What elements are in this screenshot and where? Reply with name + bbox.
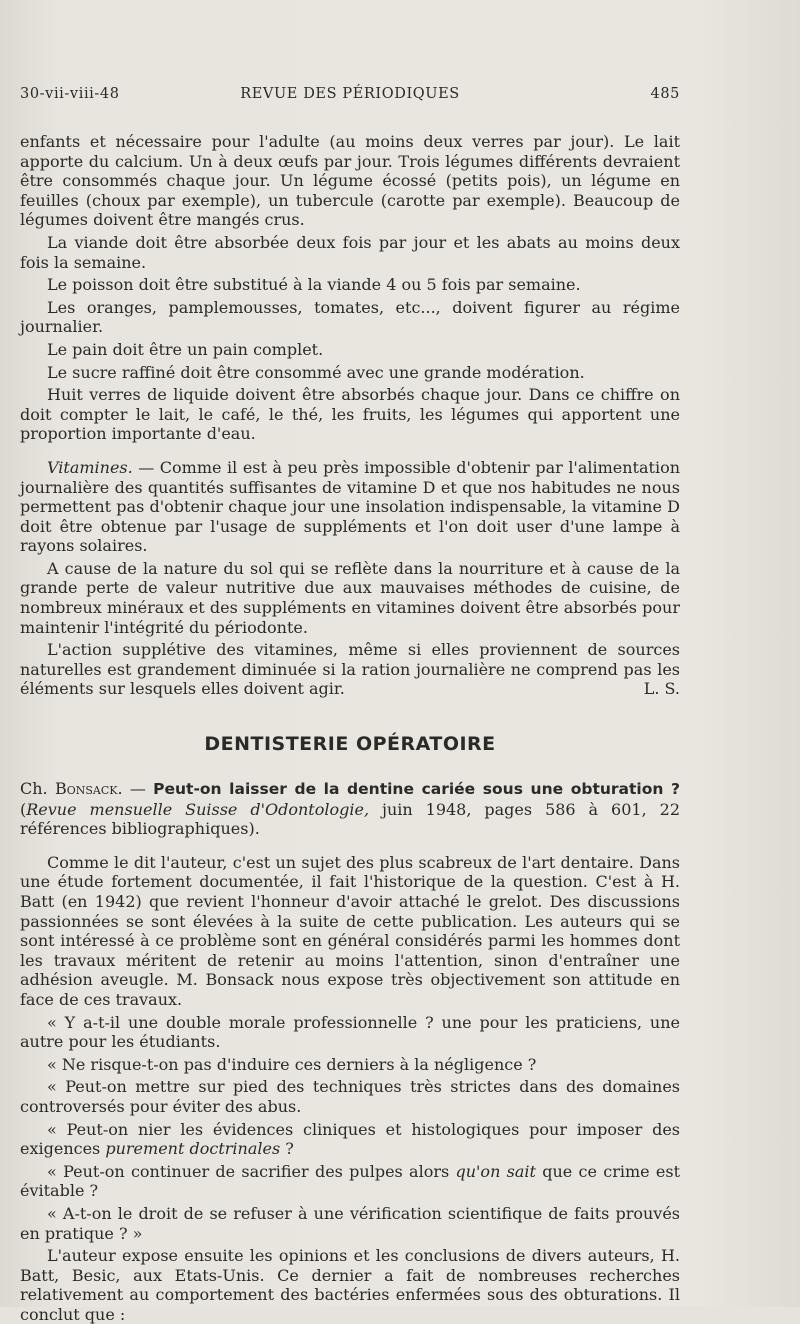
question-double-morale: « Y a-t-il une double morale professionnelle ? une pour les praticiens, une autre pour les étudiants. xyxy=(20,1012,680,1052)
author-name: Bonsack. xyxy=(54,779,123,799)
paragraph-auteur-expose: L'auteur expose ensuite les opinions et les conclusions de divers auteurs, H. Batt, Besic, aux Etats-Unis. Ce dernier a fait de nombreuses recherches relativement au comportement des bactéries enfermées sous des obturations. Il conclut que : xyxy=(20,1246,680,1324)
doctrinales-before: « Peut-on nier les évidences cliniques et histologiques pour imposer des exigences xyxy=(20,1119,680,1159)
page-body xyxy=(20,132,680,1324)
vitamines-text: — Comme il est à peu près impossible d'obtenir par l'alimentation journalière des quantités suffisantes de vitamine D et que nos habitudes ne nous permettent pas d'obtenir chaque jour une insolation indispensable, la vitamine D doit être obtenue par l'usage de suppléments et l'on doit user d'une lampe à rayons solaires. xyxy=(20,457,680,556)
paragraph-sucre: Le sucre raffiné doit être consommé avec une grande modération. xyxy=(47,362,585,382)
header-journal-title: REVUE DES PÉRIODIQUES xyxy=(240,86,460,102)
question-verification: « A-t-on le droit de se refuser à une vérification scientifique de faits prouvés en pratique ? » xyxy=(20,1203,680,1243)
source-open: ( xyxy=(20,799,27,819)
article-reference xyxy=(20,779,680,839)
article-title: Peut-on laisser de la dentine cariée sous une obturation ? xyxy=(153,780,681,799)
paragraph-liquide: Huit verres de liquide doivent être absorbés chaque jour. Dans ce chiffre on doit compter le lait, le café, le thé, les fruits, les légumes qui apportent une proportion importante d'eau. xyxy=(20,385,680,444)
question-negligence: « Ne risque-t-on pas d'induire ces derniers à la négligence ? xyxy=(47,1054,537,1074)
signature: L. S. xyxy=(643,679,680,699)
pulpes-after: que ce crime est évitable ? xyxy=(20,1161,681,1201)
paragraph-viande: La viande doit être absorbée deux fois par jour et les abats au moins deux fois la semaine. xyxy=(20,232,680,272)
paragraph-vitamines xyxy=(20,458,680,556)
question-doctrinales xyxy=(20,1120,680,1159)
journal-source: Revue mensuelle Suisse d'Odontologie, xyxy=(26,799,370,819)
vitamines-label: Vitamines. xyxy=(47,457,133,477)
doctrinales-italic: purement doctrinales xyxy=(105,1139,281,1159)
author-initial: Ch. xyxy=(20,779,55,799)
paragraph-poisson: Le poisson doit être substitué à la viande 4 ou 5 fois par semaine. xyxy=(47,275,581,295)
header-page-number: 485 xyxy=(650,86,680,102)
paragraph-action-vitamines xyxy=(20,640,680,699)
source-details: juin 1948, pages 586 à 601, 22 références bibliographiques). xyxy=(20,799,681,839)
question-pulpes xyxy=(20,1162,680,1201)
action-vitamines-text: L'action supplétive des vitamines, même si elles proviennent de sources naturelles est grandement diminuée si la ration journalière ne comprend pas les éléments sur lesquels elles doivent agir. xyxy=(20,640,680,699)
paragraph-oranges: Les oranges, pamplemousses, tomates, etc..., doivent figurer au régime journalier. xyxy=(20,297,680,337)
question-techniques: « Peut-on mettre sur pied des techniques très strictes dans des domaines controversés pour éviter des abus. xyxy=(20,1077,680,1116)
section-title: DENTISTERIE OPÉRATOIRE xyxy=(204,733,496,756)
running-header xyxy=(20,80,680,108)
header-date: 30-vii-viii-48 xyxy=(20,86,120,102)
doctrinales-after: ? xyxy=(280,1139,294,1159)
pulpes-before: « Peut-on continuer de sacrifier des pulpes alors xyxy=(47,1161,456,1181)
paragraph-nature-sol: A cause de la nature du sol qui se reflète dans la nourriture et à cause de la grande perte de valeur nutritive due aux mauvaises méthodes de cuisine, de nombreux minéraux et des suppléments en vitamines doivent être absorbés pour maintenir l'intégrité du périodonte. xyxy=(20,558,680,637)
pulpes-italic: qu'on sait xyxy=(455,1161,536,1181)
reference-dash: — xyxy=(122,779,154,799)
paragraph-comme-dit: Comme le dit l'auteur, c'est un sujet des plus scabreux de l'art dentaire. Dans une étude fortement documentée, il fait l'historique de la question. C'est à H. Batt (en 1942) que revient l'honneur d'avoir attaché le grelot. Des discussions passionnées se sont élevées à la suite de cette publication. Les auteurs qui se sont intéressé à ce problème sont en général considérés parmi les hommes dont les travaux méritent de retenir au moins l'attention, sinon d'entraîner une adhésion aveugle. M. Bonsack nous expose très objectivement son attitude en face de ces travaux. xyxy=(20,852,680,1009)
paragraph-diet-1: enfants et nécessaire pour l'adulte (au moins deux verres par jour). Le lait apporte du calcium. Un à deux œufs par jour. Trois légumes différents devraient être consommés chaque jour. Un légume écossé (petits pois), un légume en feuilles (choux par exemple), un tubercule (carotte par exemple). Beaucoup de légumes doivent être mangés crus. xyxy=(20,132,680,230)
paragraph-pain: Le pain doit être un pain complet. xyxy=(47,339,324,359)
